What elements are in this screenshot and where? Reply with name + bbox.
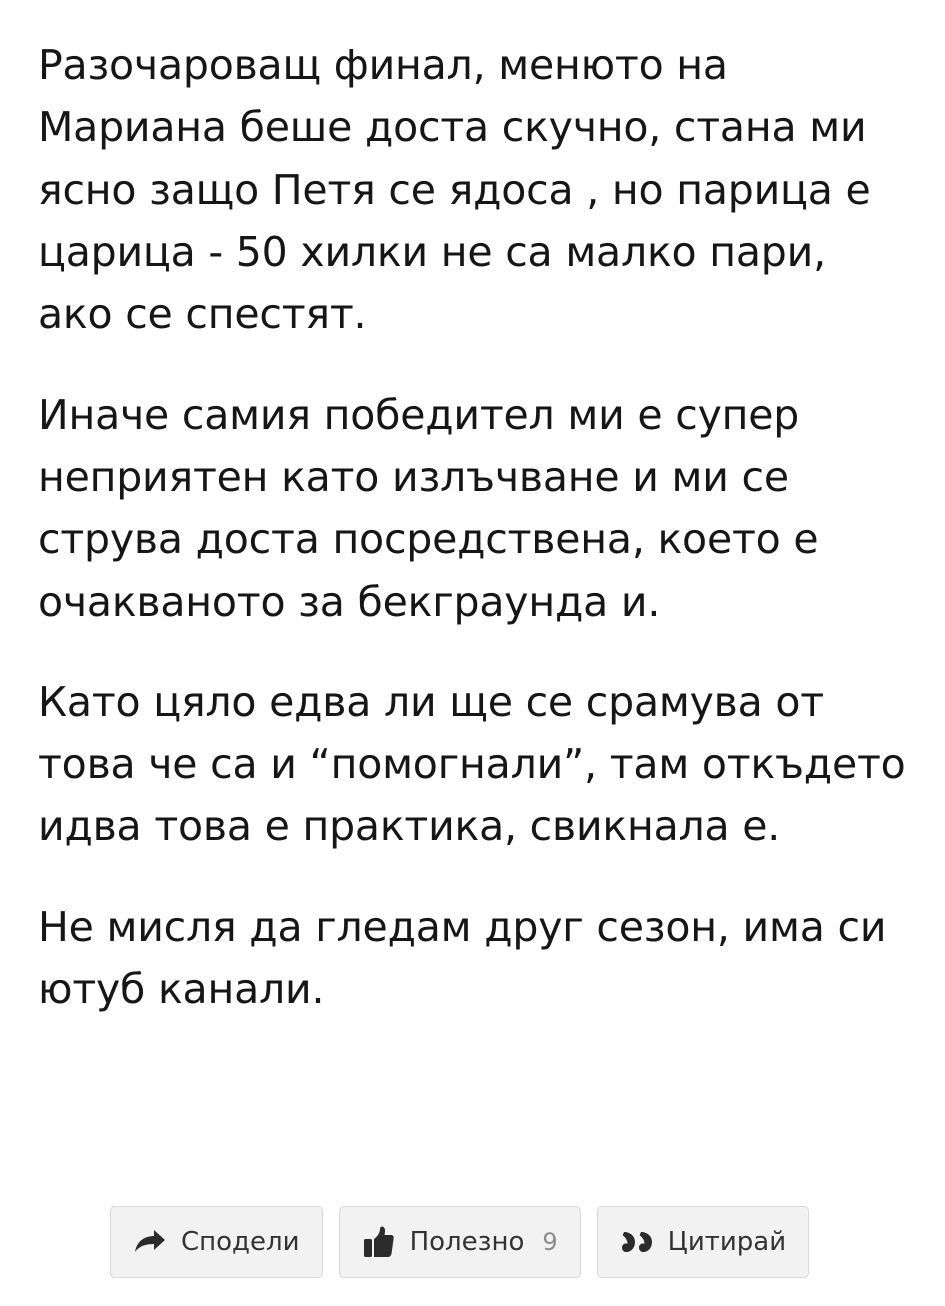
post-actions-bar bbox=[38, 1206, 907, 1306]
post-body bbox=[38, 34, 907, 1192]
quote-button-label: Цитирай bbox=[667, 1227, 787, 1257]
helpful-count: 9 bbox=[542, 1228, 558, 1256]
thumbs-up-icon bbox=[362, 1225, 396, 1259]
post-paragraph: Като цяло едва ли ще се срамува от това че са и “помогнали”, там откъдето идва това е практика, свикнала е. bbox=[38, 677, 906, 851]
share-arrow-icon bbox=[133, 1225, 167, 1259]
helpful-button[interactable] bbox=[339, 1206, 581, 1278]
post-paragraph: Разочароващ финал, менюто на Мариана беше доста скучно, стана ми ясно защо Петя се ядоса , но парица е царица - 50 хилки не са малко пари, ако се спестят. bbox=[38, 41, 871, 339]
quote-marks-icon bbox=[620, 1225, 654, 1259]
post-paragraph: Не мисля да гледам друг сезон, има си ютуб канали. bbox=[38, 902, 887, 1014]
share-button[interactable] bbox=[110, 1206, 323, 1278]
post-paragraph: Иначе самия победител ми е супер неприятен като излъчване и ми се струва доста посредствена, което е очакваното за бекграунда и. bbox=[38, 390, 819, 626]
quote-button[interactable] bbox=[597, 1206, 809, 1278]
helpful-button-label: Полезно bbox=[409, 1227, 525, 1257]
share-button-label: Сподели bbox=[181, 1227, 300, 1257]
